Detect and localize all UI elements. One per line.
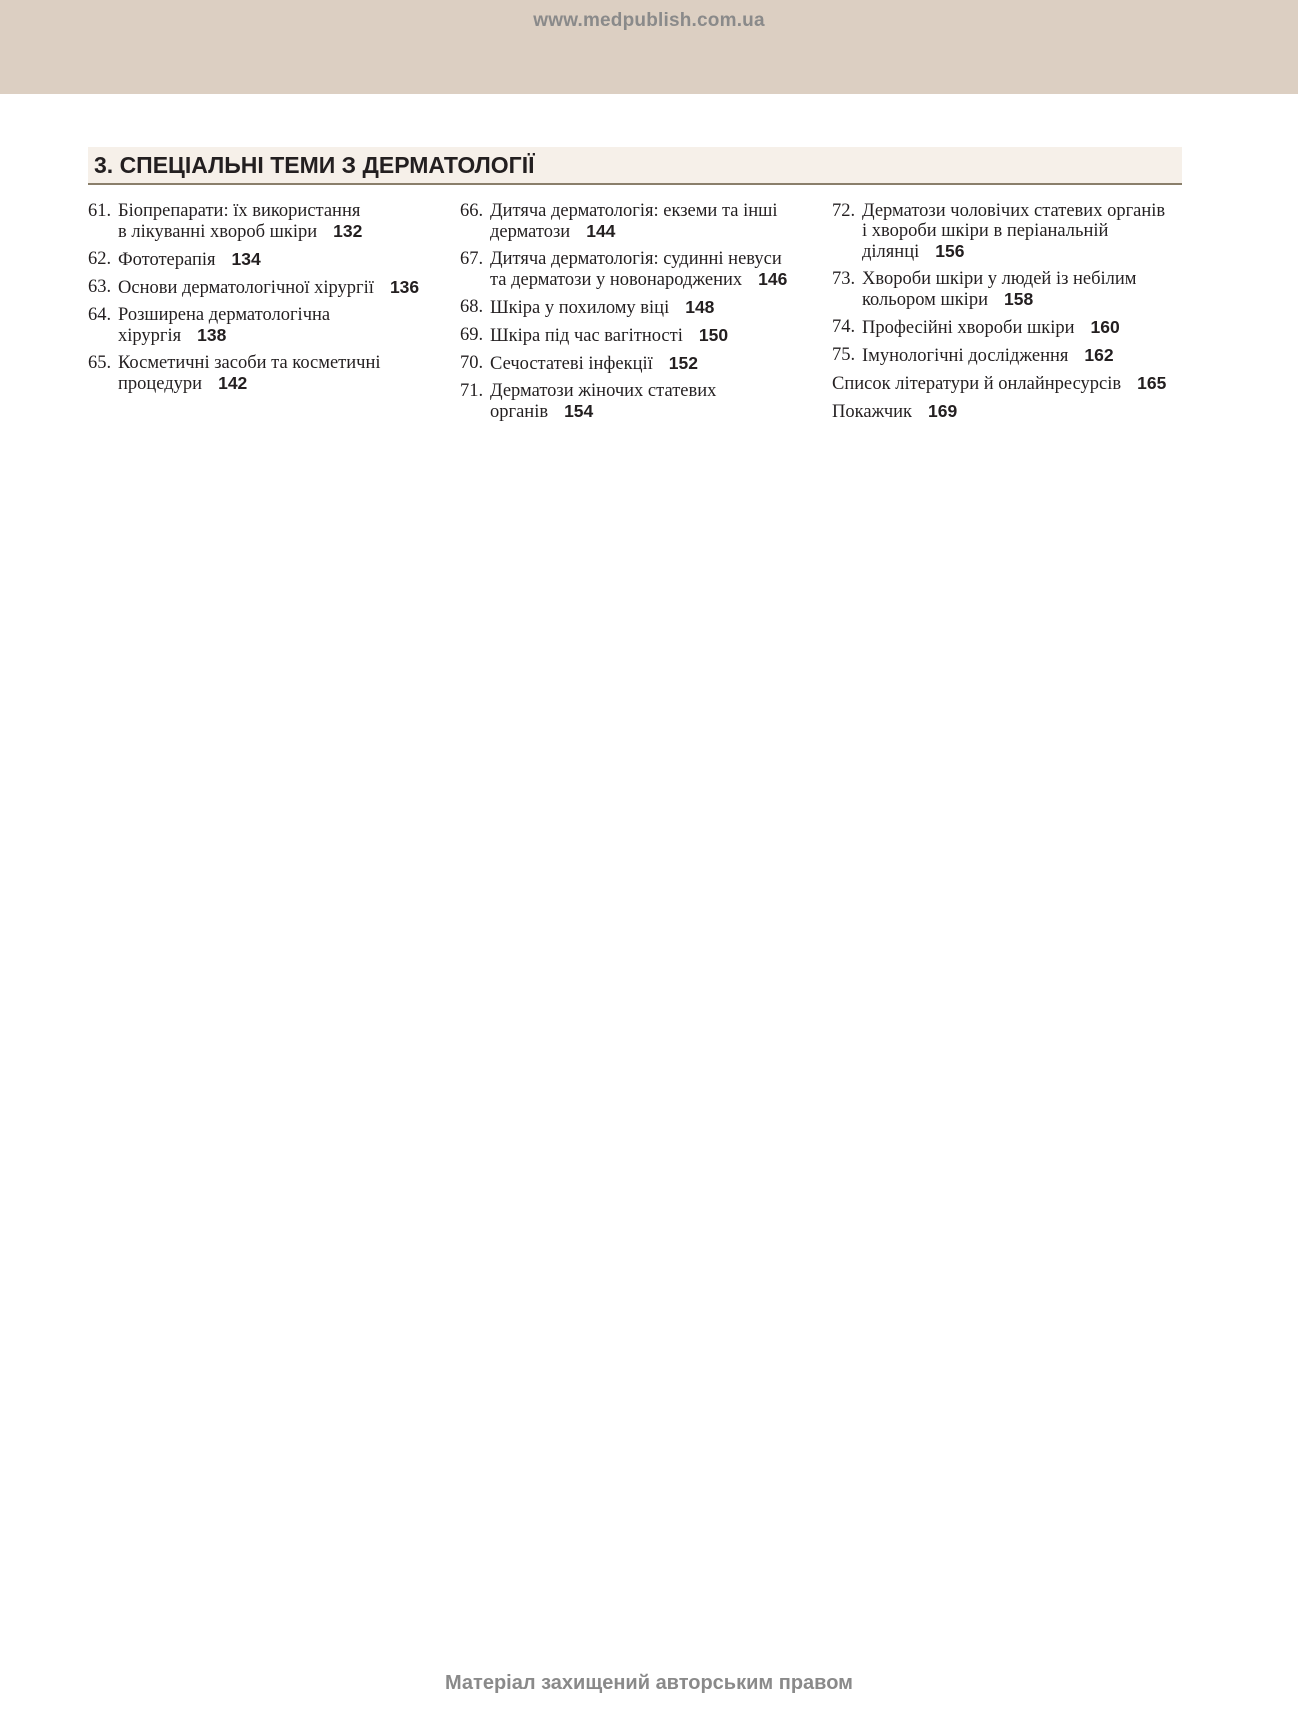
toc-entry-title-line: Фототерапія: [118, 250, 216, 270]
toc-entry: [832, 201, 1192, 262]
toc-entry-page: 169: [928, 401, 958, 421]
toc-entry-title-line: Шкіра у похилому віці: [490, 298, 670, 318]
toc-entry-number: 63.: [88, 277, 112, 297]
toc-entry-page: 144: [586, 221, 616, 241]
toc-entry: [88, 353, 438, 394]
toc-entry-page: 154: [564, 401, 594, 421]
toc-entry: [460, 325, 815, 346]
toc-entry-page: 148: [685, 297, 715, 317]
toc-entry-number: 66.: [460, 201, 484, 221]
toc-entry-title-line: Сечостатеві інфекції: [490, 354, 653, 374]
toc-column-3: [832, 201, 1192, 429]
toc-entry-number: 71.: [460, 381, 484, 401]
toc-entry: [832, 401, 1192, 422]
toc-entry-title-line: хірургія: [118, 326, 182, 346]
toc-entry: [460, 353, 815, 374]
toc-entry-title-line: Біопрепарати: їх використання: [118, 201, 361, 221]
toc-entry-number: 62.: [88, 249, 112, 269]
toc-entry-title-line: Розширена дерматологічна: [118, 305, 331, 325]
section-header: [88, 147, 1182, 185]
toc-entry: [832, 317, 1192, 338]
toc-entry-title-line: Дерматози жіночих статевих: [490, 381, 717, 401]
toc-entry: [88, 277, 438, 298]
toc-entry-page: 160: [1090, 317, 1120, 337]
toc-entry-number: 75.: [832, 345, 856, 365]
toc-entry: [460, 249, 815, 290]
toc-entry-title-line: Дитяча дерматологія: екземи та інші: [490, 201, 778, 221]
toc-entry: [460, 381, 815, 422]
toc-entry-page: 162: [1084, 345, 1114, 365]
toc-entry-number: 73.: [832, 269, 856, 289]
toc-entry-page: 134: [231, 249, 261, 269]
toc-entry-title-line: в лікуванні хвороб шкіри: [118, 222, 318, 242]
toc-entry: [88, 305, 438, 346]
toc-entry-page: 165: [1137, 373, 1167, 393]
toc-entry: [88, 249, 438, 270]
toc-entry-title-line: Дитяча дерматологія: судинні невуси: [490, 249, 782, 269]
section-title: 3. СПЕЦІАЛЬНІ ТЕМИ З ДЕРМАТОЛОГІЇ: [94, 152, 535, 178]
toc-entry-number: 65.: [88, 353, 112, 373]
toc-entry-title-line: Дерматози чоловічих статевих органів: [862, 201, 1166, 221]
toc-entry-number: 64.: [88, 305, 112, 325]
toc-entry-number: 74.: [832, 317, 856, 337]
toc-column-1: [88, 201, 438, 401]
toc-entry-title-line: Косметичні засоби та косметичні: [118, 353, 381, 373]
toc-entry: [460, 297, 815, 318]
copyright-note: Матеріал захищений авторським правом: [445, 1672, 853, 1694]
toc-entry-title-line: Покажчик: [832, 402, 913, 422]
toc-entry-page: 142: [218, 373, 248, 393]
toc-entry-title-line: процедури: [118, 374, 203, 394]
toc-entry-title-line: Хвороби шкіри у людей із небілим: [862, 269, 1137, 289]
toc-entry-title-line: дерматози: [490, 222, 571, 242]
toc-entry-title-line: Імунологічні дослідження: [862, 346, 1069, 366]
toc-entry-title-line: Список літератури й онлайнресурсів: [832, 374, 1122, 394]
toc-entry-title-line: та дерматози у новонароджених: [490, 270, 743, 290]
toc-entry-title-line: ділянці: [862, 242, 920, 262]
toc-entry-title-line: органів: [490, 402, 549, 422]
toc-entry-number: 70.: [460, 353, 484, 373]
toc-entry-page: 150: [698, 325, 729, 345]
toc-entry-title-line: і хвороби шкіри в періанальній: [862, 221, 1109, 241]
toc-column-2: [460, 201, 815, 429]
toc-entry-page: 136: [389, 277, 420, 297]
toc-entry: [88, 201, 438, 242]
toc-entry-number: 72.: [832, 201, 856, 221]
toc-entry-page: 158: [1003, 289, 1034, 309]
toc-entry-number: 67.: [460, 249, 484, 269]
toc-entry-number: 69.: [460, 325, 484, 345]
toc-entry-number: 61.: [88, 201, 112, 221]
toc-entry-number: 68.: [460, 297, 484, 317]
toc-entry-title-line: Професійні хвороби шкіри: [862, 318, 1075, 338]
toc-entry: [832, 269, 1192, 310]
site-url: www.medpublish.com.ua: [533, 10, 765, 31]
toc-entry-page: 138: [197, 325, 227, 345]
toc-entry-title-line: кольором шкіри: [862, 290, 988, 310]
toc-entry: [460, 201, 815, 242]
toc-entry: [832, 345, 1192, 366]
toc-entry-title-line: Основи дерматологічної хірургії: [118, 278, 374, 298]
toc-entry: [832, 373, 1192, 394]
toc-entry-page: 146: [758, 269, 788, 289]
toc-entry-page: 156: [935, 241, 965, 261]
toc-entry-page: 132: [333, 221, 363, 241]
toc-entry-page: 152: [668, 353, 698, 373]
toc-entry-title-line: Шкіра під час вагітності: [490, 326, 683, 346]
